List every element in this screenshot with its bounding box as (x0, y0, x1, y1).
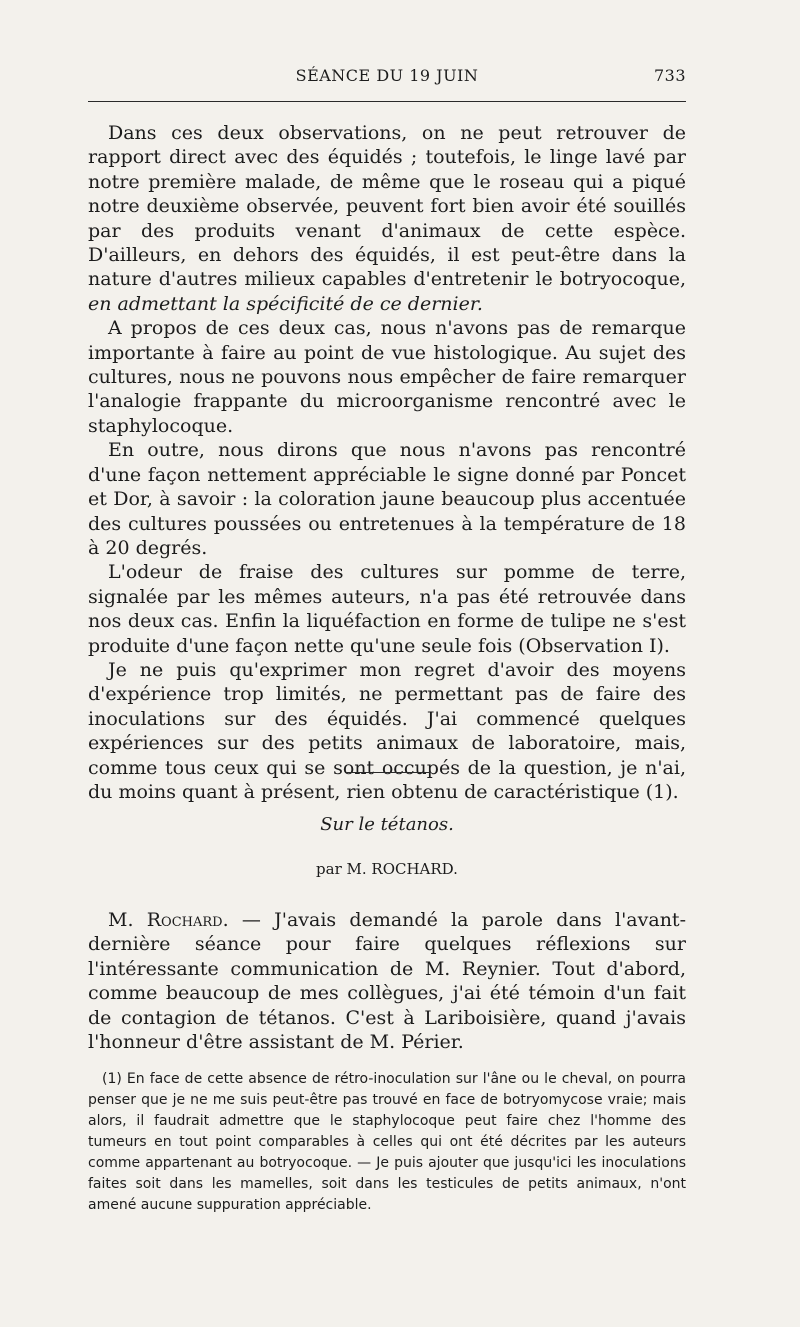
section-title: Sur le tétanos. (320, 814, 454, 835)
paragraph-2: A propos de ces deux cas, nous n'avons pas de remarque importante à faire au point de vue histologique. Au sujet des cultures, nous ne pouvons nous empêcher de faire remarquer l'analogie frappante du microorganisme rencontré avec le staphylocoque. (88, 317, 686, 437)
section-body (88, 908, 686, 1054)
running-header (88, 66, 686, 92)
page-number: 733 (653, 66, 686, 85)
footnote-text: (1) En face de cette absence de rétro-inoculation sur l'âne ou le cheval, on pourra penser que je ne me suis peut-être pas trouvé en face de botryomycose vraie; mais alors, il faudrait admettre que le staphylocoque peut faire chez l'homme des tumeurs en tout point comparables à celles qui ont été décrites par les auteurs comme appartenant au botryocoque. — Je puis ajouter que jusqu'ici les inoculations faites soit dans les mamelles, soit dans les testicules de petits animaux, n'ont amené aucune suppuration appréciable. (88, 1071, 686, 1213)
section-byline: par M. ROCHARD. (316, 860, 458, 878)
speaker-name: M. Rochard. (108, 909, 229, 931)
section-separator (346, 772, 430, 773)
footnote (88, 1069, 686, 1216)
paragraph-1-text: Dans ces deux observations, on ne peut retrouver de rapport direct avec des équidés ; toutefois, le linge lavé par notre première malade, de même que le roseau qui a piqué notre deuxième observée, peuvent fort bien avoir été souillés par des produits venant d'animaux de cette espèce. D'ailleurs, en dehors des équidés, il est peut-être dans la nature d'autres milieux capables d'entretenir le botryocoque, (88, 122, 686, 291)
paragraph-1-italic: en admettant la spécificité de ce dernier. (88, 292, 483, 315)
paragraph-1 (88, 121, 686, 316)
paragraph-4: L'odeur de fraise des cultures sur pomme de terre, signalée par les mêmes auteurs, n'a pas été retrouvée dans nos deux cas. Enfin la liquéfaction en forme de tulipe ne s'est produite d'une façon nette qu'une seule fois (Observation I). (88, 561, 686, 657)
header-rule (88, 101, 686, 102)
section-paragraph-text: — J'avais demandé la parole dans l'avant-dernière séance pour faire quelques réflexions sur l'intéressante communication de M. Reynier. Tout d'abord, comme beaucoup de mes collègues, j'ai été témoin d'un fait de contagion de tétanos. C'est à Lariboisière, quand j'avais l'honneur d'être assistant de M. Périer. (88, 909, 686, 1054)
article-body (88, 121, 686, 804)
paragraph-3: En outre, nous dirons que nous n'avons pas rencontré d'une façon nettement appréciable le signe donné par Poncet et Dor, à savoir : la coloration jaune beaucoup plus accentuée des cultures poussées ou entretenues à la température de 18 à 20 degrés. (88, 439, 686, 559)
section-paragraph (88, 908, 686, 1054)
paragraph-5: Je ne puis qu'exprimer mon regret d'avoir des moyens d'expérience trop limités, ne permettant pas de faire des inoculations sur des équidés. J'ai commencé quelques expériences sur des petits animaux de laboratoire, mais, comme tous ceux qui se sont occupés de la question, je n'ai, du moins quant à présent, rien obtenu de caractéristique (1). (88, 658, 686, 803)
header-title: SÉANCE DU 19 JUIN (295, 66, 479, 85)
